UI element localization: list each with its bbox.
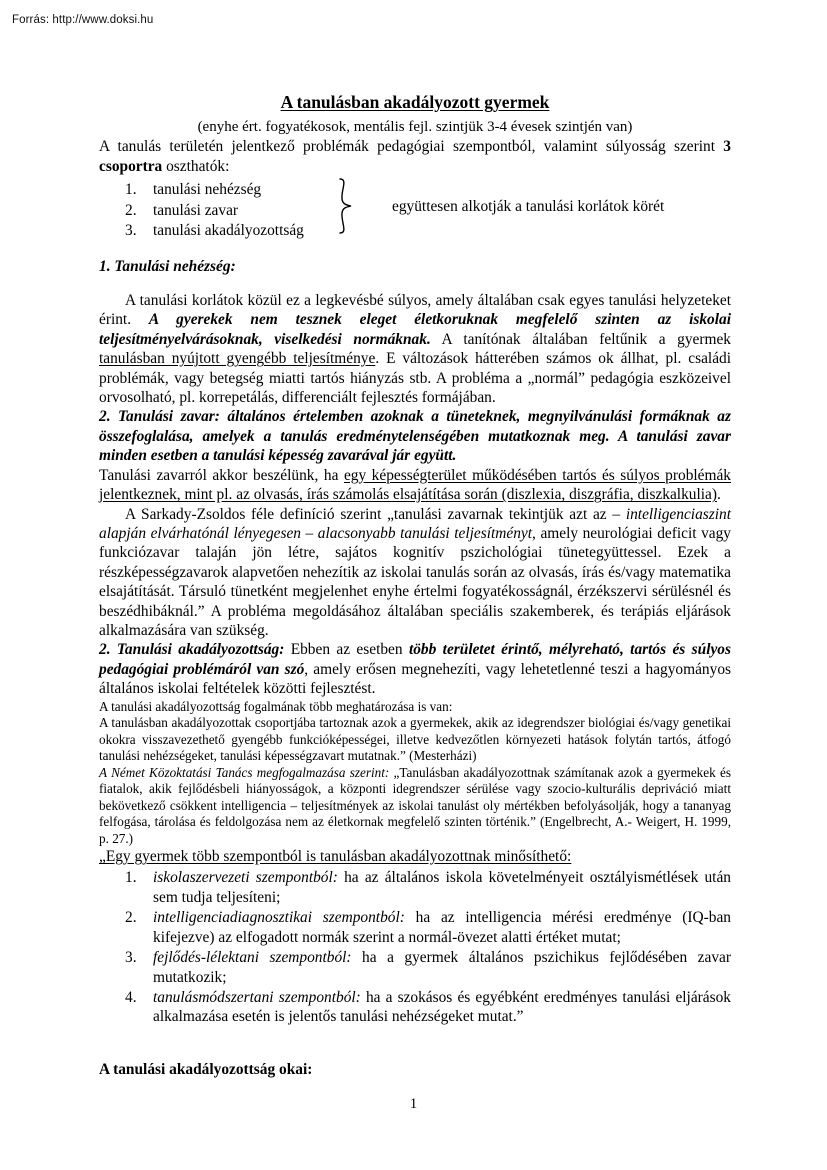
- list-item: [99, 221, 731, 241]
- criteria-aspect-text: ha a szokásos és egyébként eredményes tanulási eljárások alkalmazása esetén is jelentős tanulási nehézségeket mutat.”: [153, 988, 731, 1026]
- list-marker: 3.: [125, 949, 137, 967]
- closing-heading: A tanulási akadályozottság okai:: [99, 1060, 313, 1078]
- list-item-label: tanulási nehézség: [153, 181, 262, 199]
- criteria-aspect-label: intelligenciadiagnosztikai szempontból:: [153, 909, 405, 927]
- section-3-heading: 2. Tanulási akadályozottság:: [99, 641, 285, 659]
- list-item-label: tanulási akadályozottság: [153, 222, 304, 240]
- page-title: A tanulásban akadályozott gyermek: [280, 92, 550, 112]
- s1-emphasis: A gyerekek nem tesznek eleget életkoruknak megfelelő szinten az iskolai teljesítményelvárásoknak, viselkedési normáknak.: [99, 311, 731, 348]
- s2-text-2: .: [716, 486, 721, 504]
- criteria-list: [99, 868, 731, 1026]
- page-number: 1: [409, 1096, 418, 1112]
- definition-source-italic: A Német Közoktatási Tanács megfogalmazása szerint:: [99, 764, 390, 780]
- list-item: [99, 988, 731, 1027]
- s2-text-3: A Sarkady-Zsoldos féle definíció szerint „tanulási zavarnak tekintjük azt az –: [125, 505, 626, 523]
- list-item: [99, 868, 731, 907]
- intro-text-2: oszthatók:: [162, 157, 230, 175]
- criteria-aspect-text: ha a gyermek általános pszichikus fejlődésében zavar mutatkozik;: [153, 949, 731, 986]
- criteria-aspect-text: ha az általános iskola követelményeit osztályismétlések után sem tudja teljesíteni;: [153, 869, 731, 906]
- section-2-heading: 2. Tanulási zavar: általános értelemben azoknak a tüneteknek, megnyilvánulási formáknak az összefoglalása, amelyek a tanulás eredménytelenségében mutatkoznak meg. A tanulási zavar minden esetben a tanulási képesség zavarával jár együtt.: [99, 408, 731, 465]
- intro-bold-3-csoportra: 3 csoportra: [99, 138, 731, 175]
- criteria-aspect-label: fejlődés-lélektani szempontból:: [153, 949, 352, 967]
- list-marker: 3.: [125, 222, 137, 240]
- list-item-label: tanulási zavar: [153, 201, 239, 219]
- brace-annotation-label: együttesen alkotják a tanulási korlátok körét: [392, 198, 665, 216]
- s3-text-1: Ebben az esetben: [284, 641, 409, 659]
- s1-underlined: tanulásban nyújtott gyengébb teljesítménye: [99, 350, 376, 368]
- document-body: [99, 92, 731, 1094]
- definition-text: „Tanulásban akadályozottnak számítanak azok a gyermekek és fiatalok, akik fejlődésbeli hiányosságok, a központi idegrendszer sérülése vagy szocio-kulturális depriváció miatt bekövetkező csökkent intelligencia – teljesítmények az iskolai tanulást oly mértékben befolyásolják, hogy a tananyag felfogása, tárolása és feldolgozása nem az életkornak megfelelő szinten történik.” (Engelbrecht, A.- Weigert, H. 1999, p. 27.): [99, 764, 731, 846]
- s3-emphasis: több területet érintő, mélyreható, tartós és súlyos pedagógiai problémáról van szó: [99, 641, 731, 678]
- definitions-lead-in: A tanulási akadályozottság fogalmának több meghatározása is van:: [99, 698, 453, 714]
- list-marker: 1.: [125, 869, 137, 887]
- list-item: [99, 948, 731, 987]
- s2-text-4: , amely neurológiai deficit vagy funkciózavar talaján jön létre, sajátos kognitív pszichológiai tünetegyüttessel. Ezek a részképességzavarok alapvetően nehezítik az iskolai tanulás során az olvasás, írás és/vagy matematika elsajátítását. Társuló tünetként megjelenhet enyhe értelmi fogyatékosságnál, érzékszervi sérülésnél és beszédhibáknál.” A probléma megoldásához általában speciális szakemberek, és terápiás eljárások alkalmazására van szükség.: [99, 524, 731, 639]
- criteria-aspect-label: tanulásmódszertani szempontból:: [153, 988, 361, 1006]
- section-1-heading: 1. Tanulási nehézség:: [99, 257, 236, 275]
- list-marker: 1.: [125, 181, 137, 199]
- s2-underlined: egy képességterület működésében tartós és súlyos problémák jelentkeznek, mint pl. az olvasás, írás számolás elsajátítása során (diszlexia, diszgráfia, diszkalkulia): [99, 466, 731, 504]
- list-item: [99, 908, 731, 947]
- section-2-paragraph-2: [99, 505, 731, 641]
- section-1-paragraph: [99, 291, 731, 407]
- list-marker: 2.: [125, 909, 137, 927]
- intro-text-1: A tanulás területén jelentkező problémák pedagógiai szempontból, valamint súlyosság szerint: [99, 138, 724, 156]
- definition-german-council: [99, 765, 731, 848]
- intro-paragraph: [99, 137, 731, 176]
- criteria-aspect-label: iskolaszervezeti szempontból:: [153, 869, 338, 887]
- s1-text-1: A tanulási korlátok közül ez a legkevésbé súlyos, amely általában csak egyes tanulási helyzeteket érint.: [99, 292, 731, 329]
- definition-mesterhazi: A tanulásban akadályozottak csoportjába tartoznak azok a gyermekek, akik az idegrendszer biológiai és/vagy genetikai okokra visszavezethető gyengébb funkcióképességei, illetve kedvezőtlen környezeti hatások folytán tartós, átfogó tanulási nehézségeket, tanulási képességzavart mutatnak.” (Mesterházi): [99, 715, 731, 764]
- s1-text-2: A tanítónak általában feltűnik a gyermek: [430, 330, 731, 348]
- criteria-heading: „Egy gyermek több szempontból is tanulásban akadályozottnak minősíthető:: [99, 848, 572, 866]
- learning-barriers-group: [99, 180, 731, 241]
- source-url-label: Forrás: http://www.doksi.hu: [12, 14, 154, 26]
- section-2-paragraph-1: [99, 466, 731, 505]
- page-subtitle: (enyhe ért. fogyatékosok, mentális fejl. szintjük 3-4 évesek szintjén van): [197, 118, 633, 135]
- section-3-paragraph-1: [99, 640, 731, 698]
- s2-text-1: Tanulási zavarról akkor beszélünk, ha: [99, 466, 344, 484]
- s2-italic-definition: intelligenciaszint alapján elvárhatónál lényegesen – alacsonyabb tanulási teljesítményt: [99, 505, 731, 542]
- criteria-aspect-text: ha az intelligencia mérési eredménye (IQ-ban kifejezve) az elfogadott normák szerint a normál-övezet alatti értéket mutat;: [153, 909, 731, 946]
- list-marker: 4.: [125, 988, 137, 1006]
- s3-text-2: , amely erősen megnehezíti, vagy lehetetlenné teszi a hagyományos általános iskolai feltételek közötti fejlesztést.: [99, 660, 731, 698]
- list-marker: 2.: [125, 201, 137, 219]
- s1-text-3: . E változások hátterében számos ok állhat, pl. családi problémák, vagy betegség miatti tartós hiányzás stb. A probléma a „normál” pedagógia eszközeivel orvosolható, pl. korrepetálás, differenciált fejlesztés formájában.: [99, 350, 731, 407]
